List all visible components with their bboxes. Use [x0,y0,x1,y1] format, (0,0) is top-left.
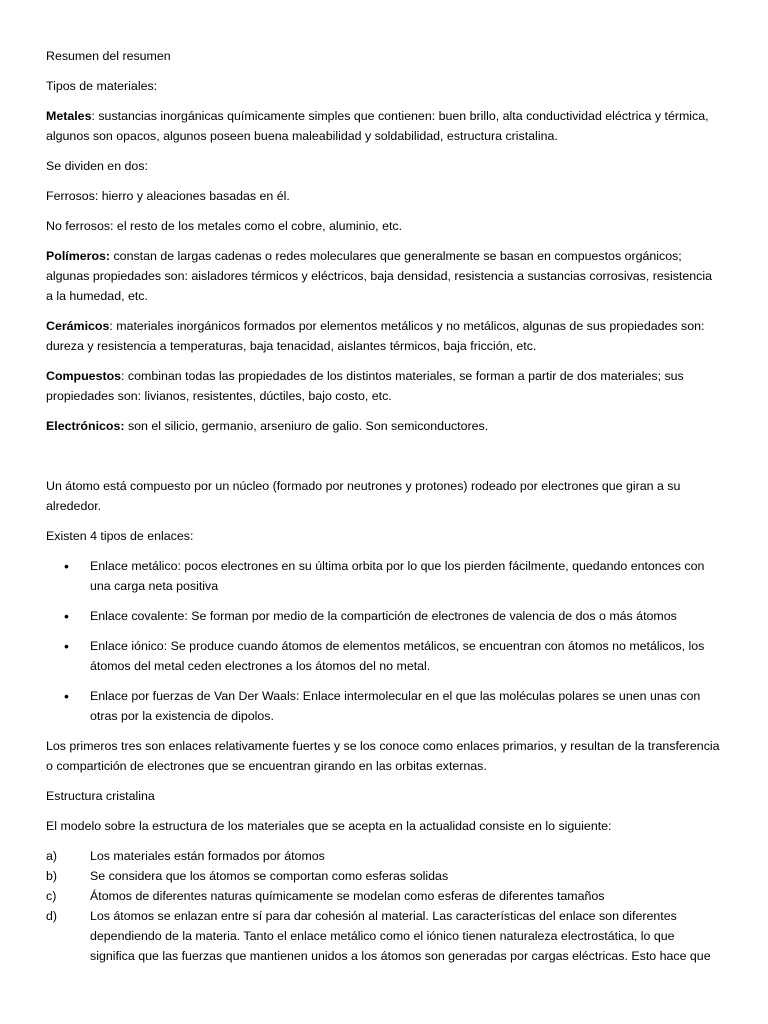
list-item-text: Los materiales están formados por átomos [90,849,325,863]
list-item [46,906,722,966]
text-compuestos: : combinan todas las propiedades de los distintos materiales, se forman a partir de dos materiales; sus propiedades son: livianos, resistentes, dúctiles, bajo costo, etc. [46,369,684,403]
paragraph-modelo: El modelo sobre la estructura de los materiales que se acepta en la actualidad consiste en lo siguiente: [46,819,612,833]
list-marker: a) [46,849,58,863]
paragraph-polimeros [46,246,722,306]
list-item-text: Los átomos se enlazan entre sí para dar cohesión al material. Las características del enlace son diferentes dependiendo de la materia. Tanto el enlace metálico como el iónico tienen naturaleza electrostática, lo que significa que las fuerzas que mantienen unidos a los átomos son generadas por cargas eléctricas. Esto hace que [90,909,711,963]
paragraph-primeros: Los primeros tres son enlaces relativamente fuertes y se los conoce como enlaces primarios, y resultan de la transferencia o compartición de electrones que se encuentran girando en las orbitas externas. [46,739,720,773]
list-item: • Enlace covalente: Se forman por medio de la compartición de electrones de valencia de dos o más átomos [46,606,722,626]
term-electronicos: Electrónicos: [46,419,125,433]
paragraph-electronicos [46,416,722,436]
enlaces-heading: Existen 4 tipos de enlaces: [46,529,194,543]
text-electronicos: son el silicio, germanio, arseniuro de galio. Son semiconductores. [124,419,489,433]
term-polimeros: Polímeros: [46,249,111,263]
list-marker: c) [46,889,57,903]
list-marker: d) [46,909,58,923]
modelo-list [46,846,722,966]
list-item [46,846,722,866]
enlaces-list [46,556,722,726]
list-item-text: Átomos de diferentes naturas químicamente se modelan como esferas de diferentes tamaños [90,889,605,903]
list-item: • Enlace metálico: pocos electrones en su última orbita por lo que los pierden fácilmente, quedando entonces con una carga neta positiva [46,556,722,596]
document-body [46,46,722,966]
term-compuestos: Compuestos [46,369,122,383]
paragraph-metales [46,106,722,146]
paragraph-divide: Se dividen en dos: [46,159,148,173]
list-item [46,866,722,886]
paragraph-compuestos [46,366,722,406]
document-title: Resumen del resumen [46,49,171,63]
list-marker: b) [46,869,58,883]
text-ceramicos: : materiales inorgánicos formados por elementos metálicos y no metálicos, algunas de sus propiedades son: dureza y resistencia a temperaturas, baja tenacidad, aislantes térmicos, baja fricción, etc. [46,319,705,353]
paragraph-ceramicos [46,316,722,356]
list-item [46,886,722,906]
text-metales: : sustancias inorgánicas químicamente simples que contienen: buen brillo, alta conductividad eléctrica y térmica, algunos son opacos, algunos poseen buena maleabilidad y soldabilidad, estructura cristalina. [46,109,709,143]
term-ceramicos: Cerámicos [46,319,110,333]
paragraph-no-ferrosos: No ferrosos: el resto de los metales como el cobre, aluminio, etc. [46,219,403,233]
paragraph-atomo: Un átomo está compuesto por un núcleo (formado por neutrones y protones) rodeado por electrones que giran a su alrededor. [46,479,681,513]
list-item: • Enlace iónico: Se produce cuando átomos de elementos metálicos, se encuentran con átomos no metálicos, los átomos del metal ceden electrones a los átomos del no metal. [46,636,722,676]
list-item: • Enlace por fuerzas de Van Der Waals: Enlace intermolecular en el que las moléculas polares se unen unas con otras por la existencia de dipolos. [46,686,722,726]
text-polimeros: constan de largas cadenas o redes moleculares que generalmente se basan en compuestos orgánicos; algunas propiedades son: aisladores térmicos y eléctricos, baja densidad, resistencia a sustancias corrosivas, resistencia a la humedad, etc. [46,249,712,303]
paragraph-ferrosos: Ferrosos: hierro y aleaciones basadas en él. [46,189,290,203]
blank-line [46,446,722,476]
term-metales: Metales [46,109,92,123]
types-heading: Tipos de materiales: [46,79,158,93]
estructura-heading: Estructura cristalina [46,789,155,803]
list-item-text: Se considera que los átomos se comportan como esferas solidas [90,869,449,883]
